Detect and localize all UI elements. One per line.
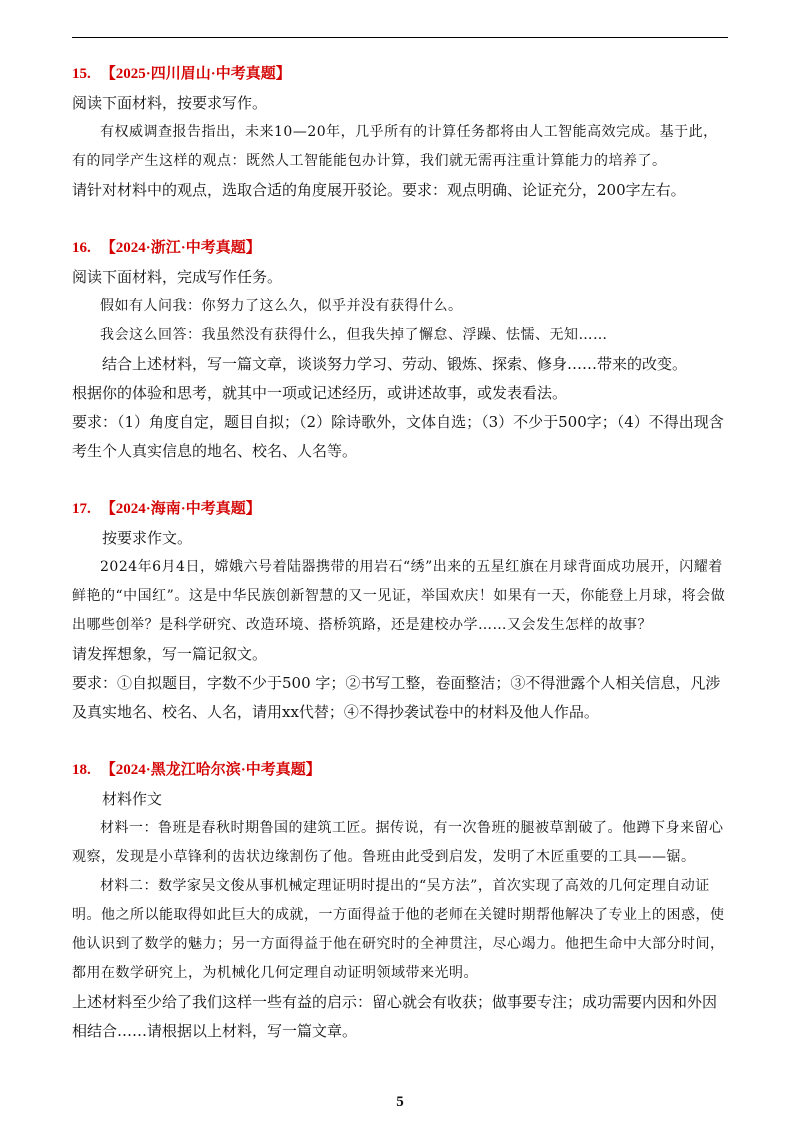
question-17: [72, 495, 728, 727]
question-instruction: 阅读下面材料，按要求写作。: [72, 94, 268, 112]
question-18: [72, 756, 728, 1046]
question-instruction: 阅读下面材料，完成写作任务。: [72, 268, 283, 286]
header-rule: [72, 37, 728, 38]
task-text: 根据你的体验和思考，就其中一项或记述经历，或讲述故事，或发表看法。: [72, 384, 568, 402]
question-instruction: 材料作文: [102, 790, 163, 808]
prompt-text: 结合上述材料，写一篇文章，谈谈努力学习、劳动、锻炼、探索、修身……带来的改变。: [102, 355, 688, 373]
question-source: 【2024·海南·中考真题】: [100, 501, 261, 517]
question-source: 【2025·四川眉山·中考真题】: [100, 66, 291, 82]
task-text: 上述材料至少给了我们这样一些有益的启示：留心就会有收获；做事要专注；成功需要内因和外因相结合……请根据以上材料，写一篇文章。: [72, 993, 718, 1040]
question-heading: [72, 234, 728, 263]
material-text: 假如有人问我：你努力了这么久，似乎并没有获得什么。: [100, 298, 463, 314]
page-body: [72, 60, 728, 1075]
question-16: [72, 234, 728, 466]
question-number: 18.: [72, 762, 91, 778]
question-number: 15.: [72, 66, 91, 82]
page-number: 5: [396, 1094, 404, 1110]
question-heading: [72, 60, 728, 89]
question-number: 16.: [72, 240, 91, 256]
task-text: 请发挥想象，写一篇记叙文。: [72, 645, 268, 663]
material-text: 材料二：数学家吴文俊从事机械定理证明时提出的“吴方法”，首次实现了高效的几何定理自动证明。他之所以能取得如此巨大的成就，一方面得益于他的老师在关键时期帮他解决了专业上的困惑，使他认识到了数学的魅力；另一方面得益于他在研究时的全神贯注，尽心竭力。他把生命中大部分时间，都用在数学研究上，为机械化几何定理自动证明领域带来光明。: [72, 878, 725, 981]
question-source: 【2024·黑龙江哈尔滨·中考真题】: [100, 762, 321, 778]
material-text: 2024年6月4日，嫦娥六号着陆器携带的用岩石“绣”出来的五星红旗在月球背面成功展开，闪耀着鲜艳的“中国红”。这是中华民族创新智慧的又一见证，举国欢庆！如果有一天，你能登上月球，将会做出哪些创举？是科学研究、改造环境、搭桥筑路，还是建校办学……又会发生怎样的故事？: [72, 559, 726, 633]
material-text: 我会这么回答：我虽然没有获得什么，但我失掉了懈怠、浮躁、怯懦、无知……: [100, 327, 608, 343]
requirements-text: 要求：①自拟题目，字数不少于500 字；②书写工整，卷面整洁；③不得泄露个人相关信息，凡涉及真实地名、校名、人名，请用xx代替；④不得抄袭试卷中的材料及他人作品。: [72, 674, 721, 721]
question-heading: [72, 495, 728, 524]
question-instruction: 按要求作文。: [102, 529, 193, 547]
question-15: [72, 60, 728, 205]
question-source: 【2024·浙江·中考真题】: [100, 240, 261, 256]
question-number: 17.: [72, 501, 91, 517]
task-text: 请针对材料中的观点，选取合适的角度展开驳论。要求：观点明确、论证充分，200字左右。: [72, 181, 686, 199]
material-text: 材料一：鲁班是春秋时期鲁国的建筑工匠。据传说，有一次鲁班的腿被草割破了。他蹲下身来留心观察，发现是小草锋利的齿状边缘割伤了他。鲁班由此受到启发，发明了木匠重要的工具——锯。: [72, 820, 724, 865]
material-text: 有权威调查报告指出，未来10—20年，几乎所有的计算任务都将由人工智能高效完成。基于此，有的同学产生这样的观点：既然人工智能能包办计算，我们就无需再注重计算能力的培养了。: [72, 124, 718, 169]
requirements-text: 要求：（1）角度自定，题目自拟；（2）除诗歌外，文体自选；（3）不少于500字；（4）不得出现含考生个人真实信息的地名、校名、人名等。: [72, 413, 724, 460]
question-heading: [72, 756, 728, 785]
